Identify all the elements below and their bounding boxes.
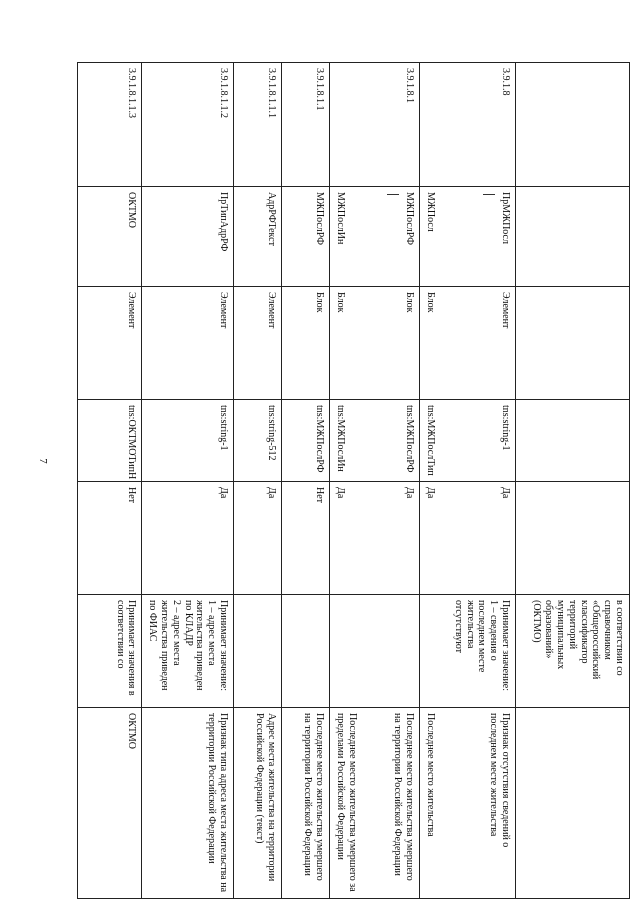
cell-format: tns:string-1 — [142, 400, 234, 482]
element-name: МЖПослРФ — [404, 192, 415, 246]
cell-note: Принимает значение: 1 – адрес места жительства приведен по КЛАДР 2 – адрес места жительства приведен по ФИАС — [142, 595, 234, 708]
rotated-table-wrapper — [84, 62, 630, 898]
cell-note — [330, 595, 420, 708]
table-row — [420, 63, 516, 899]
cell-description: Последнее место жительства умершего на территории Российской Федерации — [282, 708, 330, 899]
cell-code: 3.9.1.8.1 — [330, 63, 420, 187]
cell-name: МЖПослРФ — [282, 187, 330, 287]
element-name: МЖПосл — [424, 192, 436, 232]
element-name: ПрМЖПосл — [500, 192, 511, 244]
required-text: Да — [500, 487, 511, 499]
cell-note: в соответствии со справочником «Общероссийский классификатор территорий муниципальных образований» (ОКТМО) — [516, 595, 630, 708]
type-text: Блок — [334, 292, 346, 313]
required-text: Да — [334, 487, 346, 499]
cell-type — [420, 287, 516, 400]
format-text: tns:МЖПослИн — [334, 405, 346, 472]
page-number: 7 — [36, 458, 49, 464]
cell-required: Да — [142, 482, 234, 595]
format-text: tns:string-1 — [500, 405, 511, 451]
table-row — [142, 63, 234, 899]
cell-description: Адрес места жительства на территории Российской Федерации (текст) — [234, 708, 282, 899]
type-text: Элемент — [500, 292, 511, 329]
cell-required — [330, 482, 420, 595]
schema-table — [77, 62, 630, 899]
description-text: Последнее место жительства — [424, 713, 436, 837]
cell-code: 3.9.1.8.1.1 — [282, 63, 330, 187]
choice-bar — [483, 194, 495, 195]
cell-type: Элемент — [142, 287, 234, 400]
cell-required: Нет — [282, 482, 330, 595]
cell-type: Блок — [282, 287, 330, 400]
cell-format — [516, 400, 630, 482]
table-row — [516, 63, 630, 899]
cell-type — [330, 287, 420, 400]
cell-name — [330, 187, 420, 287]
format-text: tns:МЖПослТип — [424, 405, 436, 476]
cell-format: tns:string-512 — [234, 400, 282, 482]
choice-bar — [387, 194, 399, 195]
table-row — [78, 63, 142, 899]
cell-required: Нет — [78, 482, 142, 595]
cell-format — [420, 400, 516, 482]
cell-description — [516, 708, 630, 899]
cell-required: Да — [234, 482, 282, 595]
cell-name: ОКТМО — [78, 187, 142, 287]
cell-required — [516, 482, 630, 595]
cell-format: tns:МЖПослРФ — [282, 400, 330, 482]
cell-code: 3.9.1.8.1.1.1 — [234, 63, 282, 187]
cell-code: 3.9.1.8 — [420, 63, 516, 187]
cell-code: 3.9.1.8.1.1.3 — [78, 63, 142, 187]
description-text: Последнее место жительства умершего за пределами Российской Федерации — [334, 713, 358, 892]
cell-format: tns:ОКТМОТипН — [78, 400, 142, 482]
cell-note: Принимает значение: 1 – сведения о последнем месте жительства отсутствуют — [420, 595, 516, 708]
cell-code: 3.9.1.8.1.1.2 — [142, 63, 234, 187]
cell-description: Признак типа адреса места жительства на территории Российской Федерации — [142, 708, 234, 899]
cell-type: Элемент — [78, 287, 142, 400]
cell-description — [420, 708, 516, 899]
cell-note: Принимает значения в соответствии со — [78, 595, 142, 708]
cell-description: ОКТМО — [78, 708, 142, 899]
cell-name: АдрРФТекст — [234, 187, 282, 287]
format-text: tns:МЖПослРФ — [404, 405, 415, 473]
description-text: Признак отсутствия сведений о последнем месте жительства — [488, 713, 511, 848]
cell-code — [516, 63, 630, 187]
cell-name — [516, 187, 630, 287]
cell-note — [234, 595, 282, 708]
cell-note — [282, 595, 330, 708]
table-row — [330, 63, 420, 899]
cell-name — [420, 187, 516, 287]
type-text: Блок — [404, 292, 415, 313]
table-row — [234, 63, 282, 899]
cell-type — [516, 287, 630, 400]
table-row — [282, 63, 330, 899]
type-text: Блок — [424, 292, 436, 313]
required-text: Да — [424, 487, 436, 499]
description-text: Последнее место жительства умершего на территории Российской Федерации — [392, 713, 415, 881]
cell-name: ПрТипАдрРФ — [142, 187, 234, 287]
cell-format — [330, 400, 420, 482]
cell-description — [330, 708, 420, 899]
cell-type: Элемент — [234, 287, 282, 400]
cell-required — [420, 482, 516, 595]
element-name: МЖПослИн — [334, 192, 346, 245]
required-text: Да — [404, 487, 415, 499]
